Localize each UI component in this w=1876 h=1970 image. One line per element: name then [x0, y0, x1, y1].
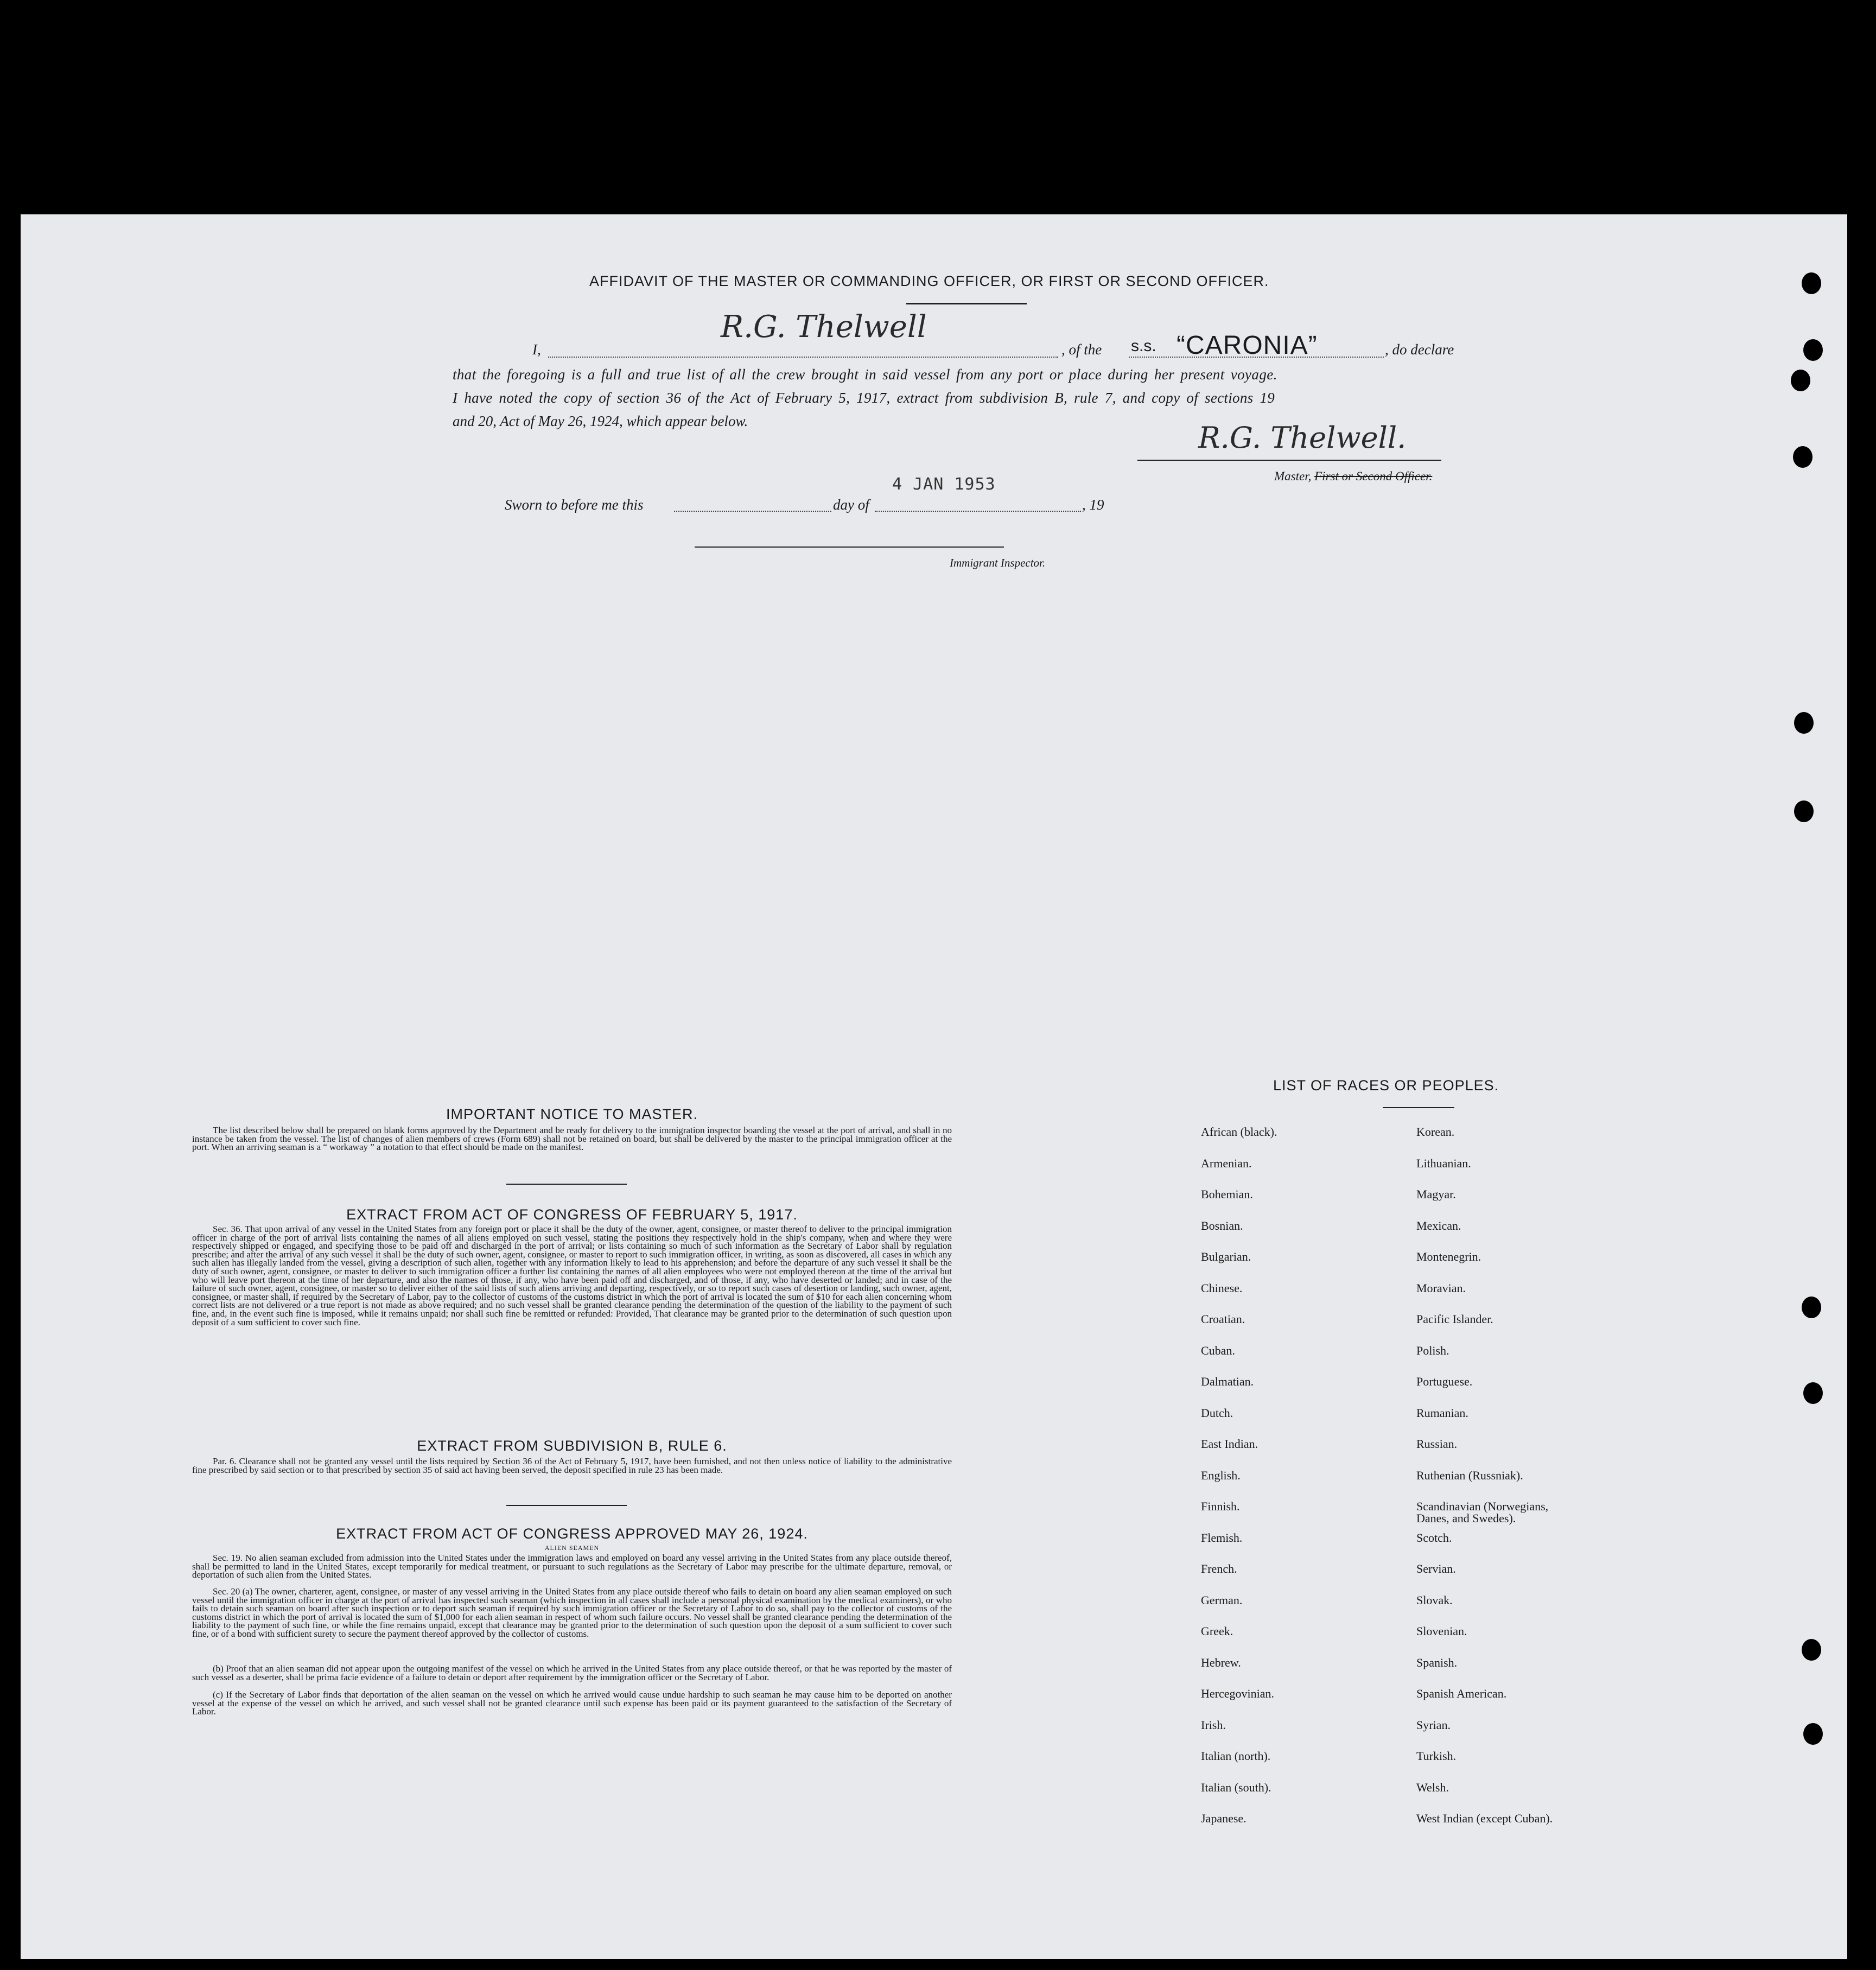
- extract-1924-title: EXTRACT FROM ACT OF CONGRESS APPROVED MAY 26, 1924.: [336, 1526, 808, 1542]
- punch-hole: [1794, 800, 1814, 822]
- race-item: French.: [1201, 1562, 1237, 1575]
- race-item: Flemish.: [1201, 1530, 1243, 1545]
- extract-1917-title: EXTRACT FROM ACT OF CONGRESS OF FEBRUARY 5, 1917.: [346, 1206, 798, 1223]
- race-item: Finnish.: [1201, 1499, 1240, 1513]
- sworn-label: Sworn to before me this: [505, 497, 644, 513]
- punch-hole: [1802, 272, 1821, 294]
- race-item: Syrian.: [1416, 1718, 1451, 1732]
- race-item: Lithuanian.: [1416, 1156, 1471, 1170]
- race-item: Scotch.: [1416, 1530, 1452, 1545]
- date-stamp: 4 JAN 1953: [892, 475, 996, 494]
- race-item: Rumanian.: [1416, 1406, 1468, 1420]
- signature-name: R.G. Thelwell: [721, 309, 927, 345]
- race-item: Bosnian.: [1201, 1218, 1243, 1232]
- sec-20a-text: Sec. 20 (a) The owner, charterer, agent, consignee, or master of any vessel arriving in the United States from any place outside thereof who fails to detain on board any alien seaman employed on such vessel until the immigration officer in charge at the port of arrival has inspected such seaman (which inspection in all cases shall include a personal physical examination by the medical examiners), or who fails to detain such seaman on board after such inspection or to deport such seaman if required by such immigration officer or the Secretary of Labor to do so, shall pay to the collector of customs of the customs district in which the port of arrival is located the sum of $1,000 for each alien seaman in respect of whom such failure occurs. No vessel shall be granted clearance pending the determination of the liability to the payment of such fine, or while the fine remains unpaid, except that clearance may be granted prior to the determination of such question upon the deposit of a sum sufficient to cover such fine, or of a bond with sufficient surety to secure the payment thereof approved by the collector of customs.: [192, 1586, 952, 1639]
- inspector-label: Immigrant Inspector.: [950, 556, 1046, 569]
- race-item: Ruthenian (Russniak).: [1416, 1468, 1523, 1482]
- race-item: Magyar.: [1416, 1187, 1456, 1201]
- divider: [906, 303, 1027, 304]
- divider: [506, 1505, 627, 1506]
- race-item: East Indian.: [1201, 1437, 1258, 1451]
- race-item: Korean.: [1416, 1125, 1455, 1139]
- race-item: Italian (north).: [1201, 1749, 1271, 1763]
- of-the-label: , of the: [1061, 341, 1102, 358]
- inspector-line: [695, 546, 1004, 548]
- divider: [1383, 1107, 1454, 1108]
- race-item: Japanese.: [1201, 1812, 1247, 1825]
- extract-1924-subtitle: ALIEN SEAMEN: [544, 1544, 600, 1552]
- affidavit-line-2: I have noted the copy of section 36 of the Act of February 5, 1917, extract from subdivision B, rule 7, and copy of sections 19: [453, 390, 1275, 406]
- sec-19-text: Sec. 19. No alien seaman excluded from admission into the United States under the immigration laws and employed on board any vessel arriving in the United States from any place outside thereof, shall be permitted to land in the United States, except temporarily for medical treatment, or pursuant to such regulations as the Secretary of Labor may prescribe for the ultimate departure, removal, or deportation of such alien from the United States.: [192, 1553, 952, 1580]
- race-item: Scandinavian (Norwegians, Danes, and Swedes).: [1416, 1499, 1549, 1525]
- races-title: LIST OF RACES OR PEOPLES.: [1273, 1077, 1499, 1094]
- race-item: English.: [1201, 1468, 1241, 1482]
- race-item: West Indian (except Cuban).: [1416, 1812, 1553, 1825]
- race-item: Mexican.: [1416, 1218, 1461, 1232]
- race-item: Hercegovinian.: [1201, 1687, 1274, 1700]
- sec-20b-text: (b) Proof that an alien seaman did not appear upon the outgoing manifest of the vessel on which he arrived in the United States from any place outside thereof, or that he was reported by the master of such vessel as a deserter, shall be prima facie evidence of a failure to detain or deport after requirement by the immigration officer or the Secretary of Labor.: [192, 1663, 952, 1682]
- signature-line: [1137, 460, 1441, 461]
- race-item: Croatian.: [1201, 1312, 1245, 1326]
- race-item: Portuguese.: [1416, 1375, 1473, 1388]
- master-label: [1274, 469, 1432, 484]
- race-item: Armenian.: [1201, 1156, 1252, 1170]
- race-item: Bulgarian.: [1201, 1250, 1251, 1263]
- document-page: [21, 214, 1847, 1959]
- master-signature: R.G. Thelwell.: [1198, 421, 1407, 455]
- race-item: Servian.: [1416, 1562, 1456, 1575]
- do-declare-label: , do declare: [1385, 341, 1454, 358]
- race-item: Slovak.: [1416, 1593, 1453, 1607]
- race-item: Slovenian.: [1416, 1624, 1467, 1638]
- affidavit-line-1: that the foregoing is a full and true list of all the crew brought in said vessel from any port or place during her present voyage.: [453, 366, 1277, 383]
- day-of-label: day of: [833, 497, 869, 513]
- affidavit-title: AFFIDAVIT OF THE MASTER OR COMMANDING OFFICER, OR FIRST OR SECOND OFFICER.: [589, 273, 1269, 289]
- year-label: , 19: [1082, 497, 1104, 513]
- race-item: Spanish American.: [1416, 1687, 1507, 1700]
- race-item: Italian (south).: [1201, 1780, 1271, 1794]
- race-item: African (black).: [1201, 1125, 1277, 1139]
- race-item: Dalmatian.: [1201, 1375, 1254, 1388]
- subdivision-b-text: Par. 6. Clearance shall not be granted any vessel until the lists required by Section 36 of the Act of February 5, 1917, have been furnished, and not then unless notice of liability to the administrative fine prescribed by said section or to that prescribed by section 35 of said act having been served, the deposit specified in rule 23 has been made.: [192, 1456, 952, 1475]
- race-item: Moravian.: [1416, 1281, 1466, 1295]
- name-line: [548, 357, 1058, 358]
- master-label-prefix: Master,: [1274, 469, 1312, 483]
- race-item: Russian.: [1416, 1437, 1458, 1451]
- punch-hole: [1794, 712, 1814, 734]
- punch-hole: [1793, 446, 1813, 468]
- divider: [506, 1184, 627, 1185]
- subdivision-b-title: EXTRACT FROM SUBDIVISION B, RULE 6.: [417, 1438, 727, 1454]
- race-item: Chinese.: [1201, 1281, 1243, 1295]
- race-item: Polish.: [1416, 1343, 1449, 1357]
- vessel-name: “CARONIA”: [1177, 331, 1318, 360]
- punch-hole: [1791, 370, 1810, 391]
- i-label: I,: [532, 341, 541, 358]
- race-item: Irish.: [1201, 1718, 1226, 1732]
- notice-title: IMPORTANT NOTICE TO MASTER.: [446, 1106, 698, 1122]
- race-item: Dutch.: [1201, 1406, 1233, 1420]
- race-item: Greek.: [1201, 1624, 1233, 1638]
- race-item: Turkish.: [1416, 1749, 1457, 1763]
- race-item: Pacific Islander.: [1416, 1312, 1493, 1326]
- race-item: Hebrew.: [1201, 1655, 1241, 1669]
- punch-hole: [1802, 1639, 1821, 1661]
- punch-hole: [1802, 1297, 1821, 1318]
- sworn-day-line: [674, 511, 831, 512]
- punch-hole: [1803, 1723, 1823, 1745]
- vessel-prefix: s.s.: [1131, 337, 1156, 355]
- race-item: Spanish.: [1416, 1655, 1458, 1669]
- notice-text: The list described below shall be prepared on blank forms approved by the Department and be ready for delivery to the immigration inspector boarding the vessel at the port of arrival, and shall in no instance be taken from the vessel. The list of changes of alien members of crews (Form 689) shall not be retained on board, but shall be delivered by the master to the principal immigration officer at the port. When an arriving seaman is a “ workaway ” a notation to that effect should be made on the manifest.: [192, 1125, 952, 1153]
- punch-hole: [1803, 339, 1823, 361]
- sworn-month-line: [875, 511, 1081, 512]
- race-item: German.: [1201, 1593, 1243, 1607]
- race-item: Bohemian.: [1201, 1187, 1253, 1201]
- master-label-struck: First or Second Officer.: [1314, 469, 1433, 483]
- affidavit-line-3: and 20, Act of May 26, 1924, which appear below.: [453, 413, 748, 429]
- sec-20c-text: (c) If the Secretary of Labor finds that deportation of the alien seaman on the vessel on which he arrived would cause undue hardship to such seaman he may cause him to be deported on another vessel at the expense of the vessel on which he arrived, and such vessel shall not be granted clearance until such expense has been paid or its payment guaranteed to the satisfaction of the Secretary of Labor.: [192, 1689, 952, 1717]
- extract-1917-text: Sec. 36. That upon arrival of any vessel in the United States from any foreign port or place it shall be the duty of the owner, agent, consignee, or master thereof to deliver to the principal immigration officer in charge of the port of arrival lists containing the names of all aliens employed on such vessel, stating the positions they respectively hold in the ship's company, when and where they were respectively shipped or engaged, and specifying those to be paid off and discharged in the port of arrival; or lists containing so much of such information as the Secretary of Labor shall by regulation prescribe; and after the arrival of any such vessel it shall be the duty of such owner, agent, consignee, or master to report to such immigration officer, in writing, as soon as discovered, all cases in which any such alien has illegally landed from the vessel, giving a description of such alien, together with any information likely to lead to his apprehension; and before the departure of any such vessel it shall be the duty of such owner, agent, consignee, or master to deliver to such immigration officer a further list containing the names of all alien employees who were not employed thereon at the time of the arrival but who will leave port thereon at the time of her departure, and also the names of those, if any, who have been paid off and discharged, and of those, if any, who have deserted or landed; and in case of the failure of such owner, agent, consignee, or master so to deliver either of the said lists of such aliens arriving and departing, respectively, or so to report such cases of desertion or landing, such owner, agent, consignee, or master shall, if required by the Secretary of Labor, pay to the collector of customs of the customs district in which the port of arrival is located the sum of $10 for each alien concerning whom correct lists are not delivered or a true report is not made as above required; and no such vessel shall be granted clearance pending the determination of the question of the liability to the payment of such fine, and, in the event such fine is imposed, while it remains unpaid; nor shall such fine be remitted or refunded: Provided, That clearance may be granted prior to the determination of such question upon deposit of a sum sufficient to cover such fine.: [192, 1224, 952, 1327]
- punch-hole: [1803, 1382, 1823, 1404]
- race-item: Cuban.: [1201, 1343, 1235, 1357]
- race-item: Welsh.: [1416, 1780, 1449, 1794]
- race-item: Montenegrin.: [1416, 1250, 1481, 1263]
